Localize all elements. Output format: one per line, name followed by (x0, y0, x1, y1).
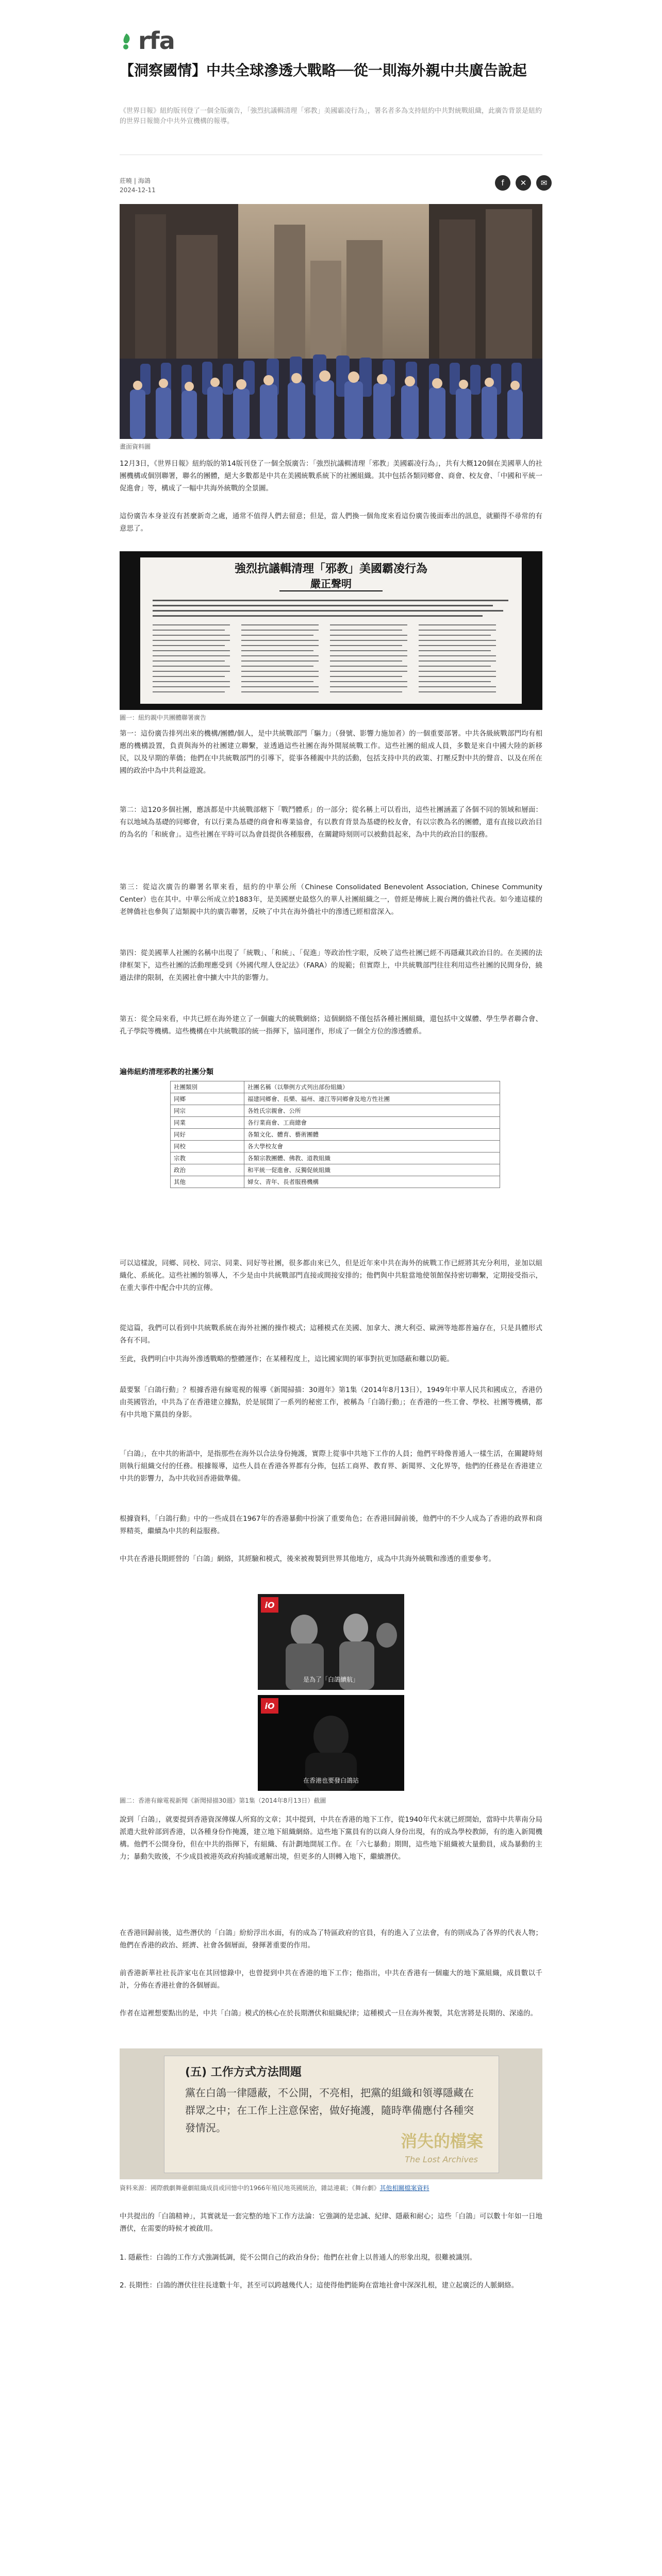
paragraph: 說到「白鴿」，就要提到香港資深傳媒人所寫的文章；其中提到，中共在香港的地下工作，從1940年代末就已經開始，當時中共華南分局派遣大批幹部到香港，以各種身份作掩護，建立地下組織網絡。這些地下黨員有的以商人身份出現，有的成為學校教師，有的進入新聞機構。他們不公開身份，但在中共的指揮下，有組織、有計劃地開展工作。在「六七暴動」期間，這些地下組織被大量動員，成為暴動的主力；暴動失敗後，不少成員被港英政府拘捕或遞解出境，但更多的人則轉入地下，繼續潛伏。 (120, 1816, 542, 1861)
table-row (171, 1176, 500, 1188)
paragraph: 第三：從這次廣告的聯署名單來看，紐約的中華公所（Chinese Consolidated Benevolent Association, Chinese Community Center）也在其中。中華公所成立於1883年，是美國歷史最悠久的華人社團組織之一，曾經是傳統上親台灣的僑社代表。如今連這樣的老牌僑社也參與了這類親中共的廣告聯署，反映了中共在海外僑社中的滲透已經相當深入。 (120, 883, 542, 916)
rfa-logo[interactable] (120, 23, 175, 59)
video-subtitle: 在香港也要發白鴿站 (303, 1777, 359, 1784)
paragraph: 中共在香港長期經營的「白鴿」網絡，其經驗和模式，後來被複製到世界其他地方，成為中共海外統戰和滲透的重要參考。 (120, 1555, 495, 1563)
paragraph: 12月3日，《世界日報》紐約版的第14版刊登了一個全版廣告：「強烈抗議輯清理「邪教」美國霸凌行為」，共有大概120個在美國華人的社團機構或個別聯署，聯名的團體，絕大多數都是中共在美國統戰系統下的社團組織。其中包括各類同鄉會、商會、校友會、「中國和平統一促進會」等，構成了一幅中共海外統戰的全景圖。 (120, 460, 542, 493)
x-icon: ✕ (520, 178, 527, 188)
hero-credit: 畫面資料圖 (120, 443, 151, 450)
table-row (171, 1164, 500, 1176)
table-cell: 各大學校友會 (244, 1141, 500, 1153)
table-cell: 同業 (171, 1117, 244, 1129)
byline: 莊曉 | 海鴿 2024-12-11 (120, 177, 156, 194)
paragraph: 前香港新華社社長許家屯在其回憶錄中，也曾提到中共在香港的地下工作；他指出，中共在香港有一個龐大的地下黨組織，成員數以千計，分佈在香港社會的各個層面。 (120, 1969, 542, 1990)
paragraph: 1. 隱蔽性：白鴿的工作方式強調低調，從不公開自己的政治身份；他們在社會上以普通人的形象出現，很難被識別。 (120, 2253, 477, 2262)
newspaper-ad-image (120, 551, 542, 710)
paragraph: 在香港回歸前後，這些潛伏的「白鴿」紛紛浮出水面，有的成為了特區政府的官員，有的進入了立法會，有的則成為了各界的代表人物；他們在香港的政治、經濟、社會各個層面，發揮著重要的作用。 (120, 1929, 542, 1950)
video-subtitle: 是為了「白鴿續航」 (303, 1676, 359, 1683)
table-cell: 同鄉 (171, 1093, 244, 1105)
table-cell: 社團類別 (171, 1081, 244, 1093)
paragraph: 第二：這120多個社團，應該都是中共統戰部轄下「戰鬥體系」的一部分；從名稱上可以看出，這些社團涵蓋了各個不同的領域和層面：有以地域為基礎的同鄉會，有以行業為基礎的商會和專業協會，有以教育背景為基礎的校友會，有以宗教為名的團體，還有直接以政治目的為名的「和統會」。這些社團在平時可以為會員提供各種服務，在關鍵時刻則可以被動員起來，為中共的政治目的服務。 (120, 806, 542, 839)
paragraph: 最要緊「白鴿行動」？根據香港有線電視的報導《新聞掃描：30週年》第1集（2014年8月13日），1949年中華人民共和國成立，香港仍由英國管治，中共為了在香港建立據點，於是展開了一系列的秘密工作，被稱為「白鴿行動」；在香港的一些工會、學校、社團等機構，都有中共地下黨員的身影。 (120, 1386, 542, 1419)
author-name: 海鴿 (138, 177, 151, 184)
table-row (171, 1141, 500, 1153)
station-logo: iO (261, 1698, 278, 1714)
figure-3-caption (120, 2183, 542, 2193)
table-cell: 宗教 (171, 1153, 244, 1164)
paragraph: 第四：從美國華人社團的名稱中出現了「統戰」、「和統」、「促進」等政治性字眼，反映了這些社團已經不再隱藏其政治目的。在美國的法律框架下，這些社團的活動理應受到《外國代理人登記法》（FARA）的規範；但實際上，中共統戰部門往往利用這些社團的民間身份，繞過法律的限制，在美國社會中擴大中共的影響力。 (120, 949, 542, 982)
table-cell: 福建同鄉會、長樂、福州、連江等同鄉會及地方性社團 (244, 1093, 500, 1105)
table-cell: 和平統一促進會、反獨促統組織 (244, 1164, 500, 1176)
paragraph: 第五：從全局來看，中共已經在海外建立了一個龐大的統戰網絡；這個網絡不僅包括各種社團組織，還包括中文媒體、學生學者聯合會、孔子學院等機構。這些機構在中共統戰部的統一指揮下，協同運作，形成了一個全方位的滲透體系。 (120, 1015, 542, 1036)
article-summary: 《世界日報》紐約版刊登了一個全版廣告，「強烈抗議輯清理「邪教」美國霸凌行為」，署名者多為支持紐約中共對統戰組織，此廣告背景是紐約的世界日報簡介中共外宣機構的報導。 (120, 107, 542, 125)
paragraph: 作者在這裡想要點出的是，中共「白鴿」模式的核心在於長期潛伏和組織紀律；這種模式一旦在海外複製，其危害將是長期的、深遠的。 (120, 2009, 537, 2018)
table-title: 遍佈紐約清理邪教的社團分類 (120, 1068, 213, 1076)
ad-subheadline: 嚴正聲明 (279, 577, 383, 591)
facebook-icon: f (501, 178, 504, 188)
video-still-2 (258, 1695, 404, 1791)
table-row (171, 1105, 500, 1117)
caption-text: 資料來源：國際戲劇舞臺劇組織成員或回憶中的1966年殖民地英國統治，雜誌連載；《舞台劇》 (120, 2184, 380, 2192)
table-cell: 各類文化、體育、藝術團體 (244, 1129, 500, 1141)
paragraph: 「白鴿」，在中共的術語中，是指那些在海外以合法身份掩護，實際上從事中共地下工作的人員；他們平時像普通人一樣生活，在關鍵時刻則執行組織交付的任務。根據報導，這些人員在香港各界都有分佈，包括工商界、教育界、新聞界、文化界等，他們的任務是在香港建立中共的影響力，為中共收回香港做準備。 (120, 1450, 542, 1483)
table-cell: 各姓氏宗親會、公所 (244, 1105, 500, 1117)
article-title: 【洞察國情】中共全球滲透大戰略──從一則海外親中共廣告說起 (120, 62, 527, 79)
video-still-1 (258, 1594, 404, 1690)
logo-text: rfa (138, 27, 175, 55)
archive-link[interactable]: 其他相關檔案資料 (379, 2184, 429, 2192)
paragraph: 這份廣告本身並沒有甚麼新奇之處，通常不值得人們去留意；但是，當人們換一個角度來看這份廣告後面牽出的訊息，就顯得不尋常的有意思了。 (120, 512, 542, 533)
station-logo: iO (261, 1597, 278, 1613)
figure-2-caption: 圖二：香港有線電視新聞《新聞掃描30週》第1集（2014年8月13日）截圖 (120, 1797, 326, 1804)
hero-image (120, 204, 542, 439)
publish-date: 2024-12-11 (120, 187, 156, 194)
paragraph: 根據資料，「白鴿行動」中的一些成員在1967年的香港暴動中扮演了重要角色；在香港回歸前後，他們中的不少人成為了香港的政界和商界精英，繼續為中共的利益服務。 (120, 1515, 542, 1535)
table-cell: 同宗 (171, 1105, 244, 1117)
document-heading: (五) 工作方式方法問題 (185, 2066, 302, 2079)
paragraph: 第一：這份廣告排列出來的機構/團體/個人，是中共統戰部門「驅力」（發號、影響力施加者）的一個重要部署。中共各級統戰部門均有相應的機構設置，負責與海外的社團建立聯繫，並透過這些社團在海外開展統戰工作。這些社團的組成人員，多數是來自中國大陸的新移民，以及早期的華僑；他們在中共統戰部門的引導下，從事各種親中共的活動，包括支持中共的政策、打壓反對中共的聲音、以及在所在國的政治中為中共利益遊說。 (120, 730, 542, 775)
ad-headline: 強烈抗議輯清理「邪教」美國霸凌行為 (234, 563, 427, 575)
facebook-share-button[interactable] (495, 175, 510, 191)
table-row (171, 1129, 500, 1141)
table-cell: 各行業商會、工商總會 (244, 1117, 500, 1129)
document-text: 黨在白鴿一律隱蔽，不公開，不亮相，把黨的組織和領導隱藏在群眾之中；在工作上注意保密，做好掩護，隨時準備應付各種突發情況。 (185, 2087, 474, 2134)
paragraph: 中共提出的「白鴿精神」，其實就是一套完整的地下工作方法論：它強調的是忠誠、紀律、隱蔽和耐心；這些「白鴿」可以數十年如一日地潛伏，在需要的時候才被啟用。 (120, 2212, 542, 2233)
table-row (171, 1081, 500, 1093)
email-share-button[interactable] (536, 175, 552, 191)
archive-document-image (120, 2048, 542, 2179)
table-cell: 同好 (171, 1129, 244, 1141)
archive-watermark-en: The Lost Archives (405, 2155, 478, 2164)
paragraph: 至此，我們明白中共海外滲透戰略的整體運作；在某種程度上，這比國家間的軍事對抗更加隱蔽和難以防範。 (120, 1355, 454, 1363)
table-cell: 婦女、青年、長者服務機構 (244, 1176, 500, 1188)
table-cell: 社團名稱（以舉例方式列出部份組織） (244, 1081, 500, 1093)
x-share-button[interactable] (516, 175, 531, 191)
logo-mark-icon (120, 30, 133, 51)
table-row (171, 1117, 500, 1129)
table-cell: 同校 (171, 1141, 244, 1153)
archive-watermark: 消失的檔案 (400, 2131, 483, 2151)
table-cell: 其他 (171, 1176, 244, 1188)
paragraph: 可以這樣說，同鄉、同校、同宗、同業、同好等社團，很多都由來已久，但是近年來中共在海外的統戰工作已經將其充分利用，並加以組織化、系統化。這些社團的領導人，不少是由中共統戰部門直接或間接安排的；他們與中共駐當地使領館保持密切聯繫，定期接受指示，在重大事件中配合中共的宣傳。 (120, 1259, 542, 1292)
table-cell: 各類宗教團體、佛教、道教組織 (244, 1153, 500, 1164)
figure-1-caption: 圖一：紐約親中共團體聯署廣告 (120, 714, 207, 721)
author-label: 莊曉 (120, 177, 133, 184)
table-row (171, 1153, 500, 1164)
table-row (171, 1093, 500, 1105)
email-icon: ✉ (540, 178, 548, 188)
paragraph: 2. 長期性：白鴿的潛伏往往長達數十年，甚至可以跨越幾代人；這使得他們能夠在當地社會中深深扎根，建立起廣泛的人脈網絡。 (120, 2281, 519, 2290)
glossary-table (170, 1081, 500, 1188)
paragraph: 從這篇，我們可以看到中共統戰系統在海外社團的操作模式；這種模式在美國、加拿大、澳大利亞、歐洲等地都普遍存在，只是具體形式各有不同。 (120, 1324, 542, 1345)
table-cell: 政治 (171, 1164, 244, 1176)
